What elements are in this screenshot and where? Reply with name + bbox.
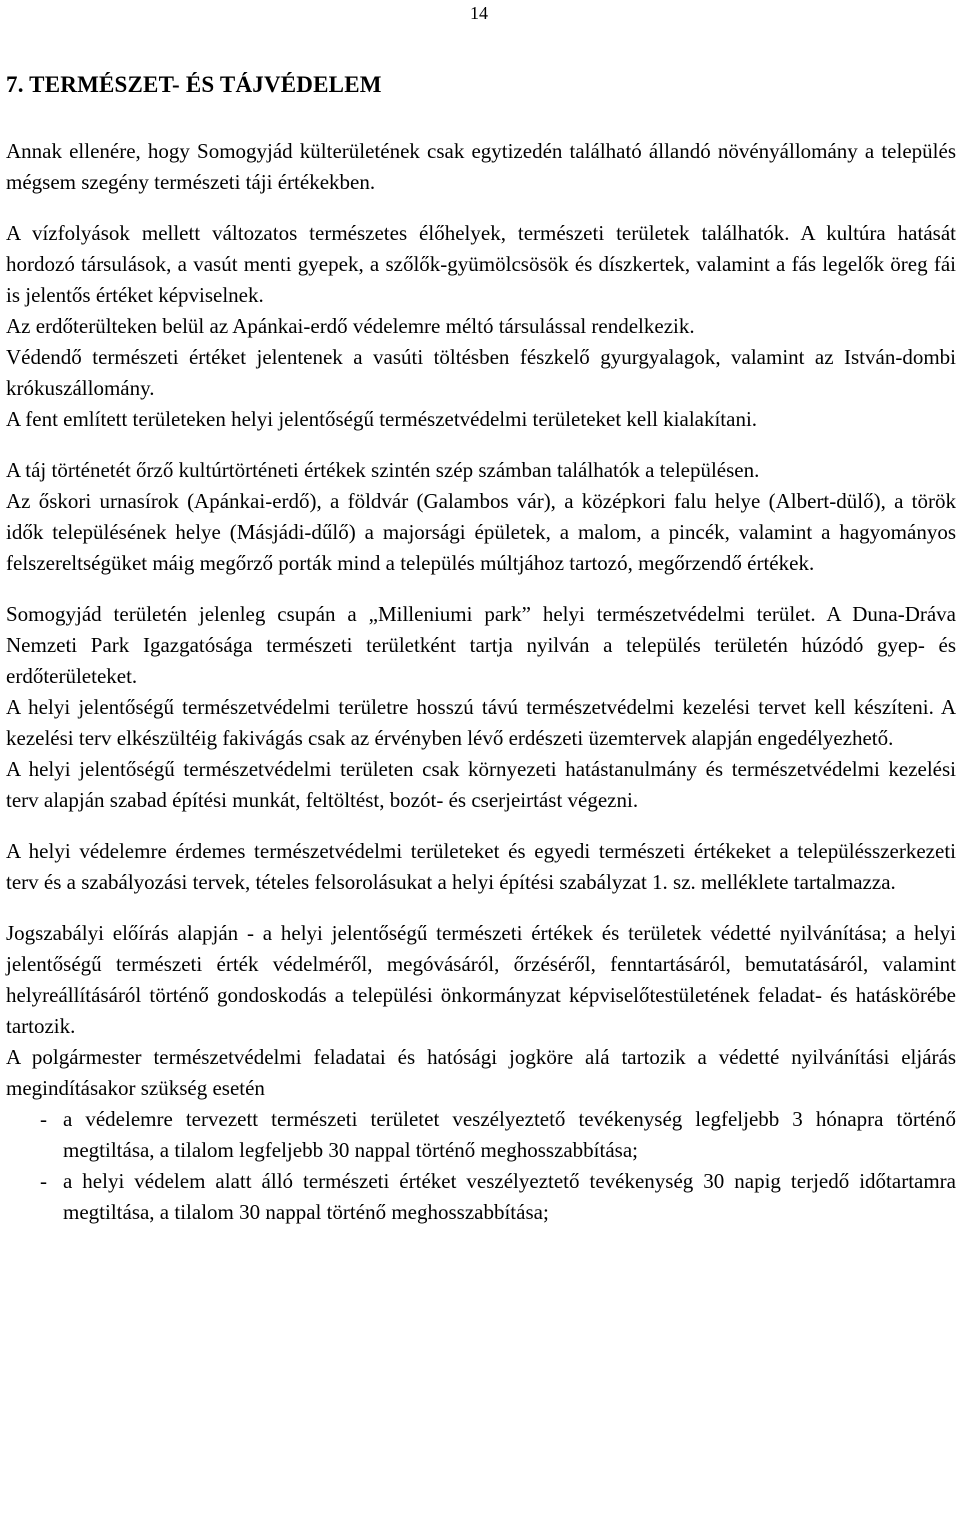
mayor-duties-list xyxy=(6,1104,956,1228)
paragraph-protected-values: Védendő természeti értéket jelentenek a vasúti töltésben fészkelő gyurgyalagok, valamint az István-dombi krókuszállomány. xyxy=(6,345,956,400)
paragraph-legal-basis: Jogszabályi előírás alapján - a helyi jelentőségű természeti értékek és területek védetté nyilvánítása; a helyi jelentőségű természeti érték védelméről, megóvásáról, őrzéséről, fenntartásáról, bemutatásáról, valamint helyreállításáról történő gondoskodás a települési önkormányzat képviselőtestületének feladat- és hatáskörébe tartozik. xyxy=(6,921,956,1038)
paragraph-apankai-forest: Az erdőterülteken belül az Apánkai-erdő védelemre méltó társulással rendelkezik. xyxy=(6,314,695,338)
paragraph-intro: Annak ellenére, hogy Somogyjád külterületének csak egytizedén található állandó növényállomány a település mégsem szegény természeti táji értékekben. xyxy=(6,139,956,194)
list-dash: - xyxy=(40,1107,47,1131)
paragraph-millenium-park: Somogyjád területén jelenleg csupán a „Milleniumi park” helyi természetvédelmi terület. A Duna-Dráva Nemzeti Park Igazgatósága természeti területként tartja nyilván a település területén húzódó gyep- és erdőterületeket. xyxy=(6,602,956,688)
list-item-text: a helyi védelem alatt álló természeti értéket veszélyeztető tevékenység 30 napig terjedő időtartamra megtiltása, a tilalom 30 nappal történő meghosszabbítása; xyxy=(63,1169,956,1224)
list-item-text: a védelemre tervezett természeti területet veszélyeztető tevékenység legfeljebb 3 hónapra történő megtiltása, a tilalom legfeljebb 30 nappal történő meghosszabbítása; xyxy=(63,1107,956,1162)
page-number: 14 xyxy=(470,3,488,23)
paragraph-historic-sites: Az őskori urnasírok (Apánkai-erdő), a földvár (Galambos vár), a középkori falu helye (Albert-dülő), a török idők településének helye (Másjádi-dűlő) a majorsági épületek, a malom, a pincék, valamint a hagyományos felszereltségüket máig megőrző porták mind a település múltjához tartozó, megőrzendő értékek. xyxy=(6,489,956,575)
paragraph-mayor-duties: A polgármester természetvédelmi feladatai és hatósági jogköre alá tartozik a védetté nyilvánítási eljárás megindításakor szükség esetén xyxy=(6,1045,956,1100)
paragraph-settlement-plan: A helyi védelemre érdemes természetvédelmi területeket és egyedi természeti értékeket a településszerkezeti terv és a szabályozási tervek, tételes felsorolásukat a helyi építési szabályzat 1. sz. melléklete tartalmazza. xyxy=(6,839,956,894)
list-dash: - xyxy=(40,1169,47,1193)
document-body xyxy=(6,70,956,1228)
section-heading: 7. TERMÉSZET- ÉS TÁJVÉDELEM xyxy=(6,72,382,97)
paragraph-cultural-values: A táj történetét őrző kultúrtörténeti értékek szintén szép számban találhatók a településen. xyxy=(6,458,760,482)
paragraph-construction-rules: A helyi jelentőségű természetvédelmi területen csak környezeti hatástanulmány és természetvédelmi kezelési terv alapján szabad építési munkát, feltöltést, bozót- és cserjeirtást végezni. xyxy=(6,757,956,812)
list-item xyxy=(6,1166,956,1228)
paragraph-habitats: A vízfolyások mellett változatos természetes élőhelyek, természeti területek találhatók. A kultúra hatását hordozó társulások, a vasút menti gyepek, a szőlők-gyümölcsösök és díszkertek, valamint a fás legelők öreg fái is jelentős értéket képviselnek. xyxy=(6,221,956,307)
paragraph-management-plan: A helyi jelentőségű természetvédelmi területre hosszú távú természetvédelmi kezelési tervet kell készíteni. A kezelési terv elkészültéig fakivágás csak az érvényben lévő erdészeti üzemtervek alapján engedélyezhető. xyxy=(6,695,956,750)
paragraph-local-areas: A fent említett területeken helyi jelentőségű természetvédelmi területeket kell kialakítani. xyxy=(6,407,758,431)
list-item xyxy=(6,1104,956,1166)
